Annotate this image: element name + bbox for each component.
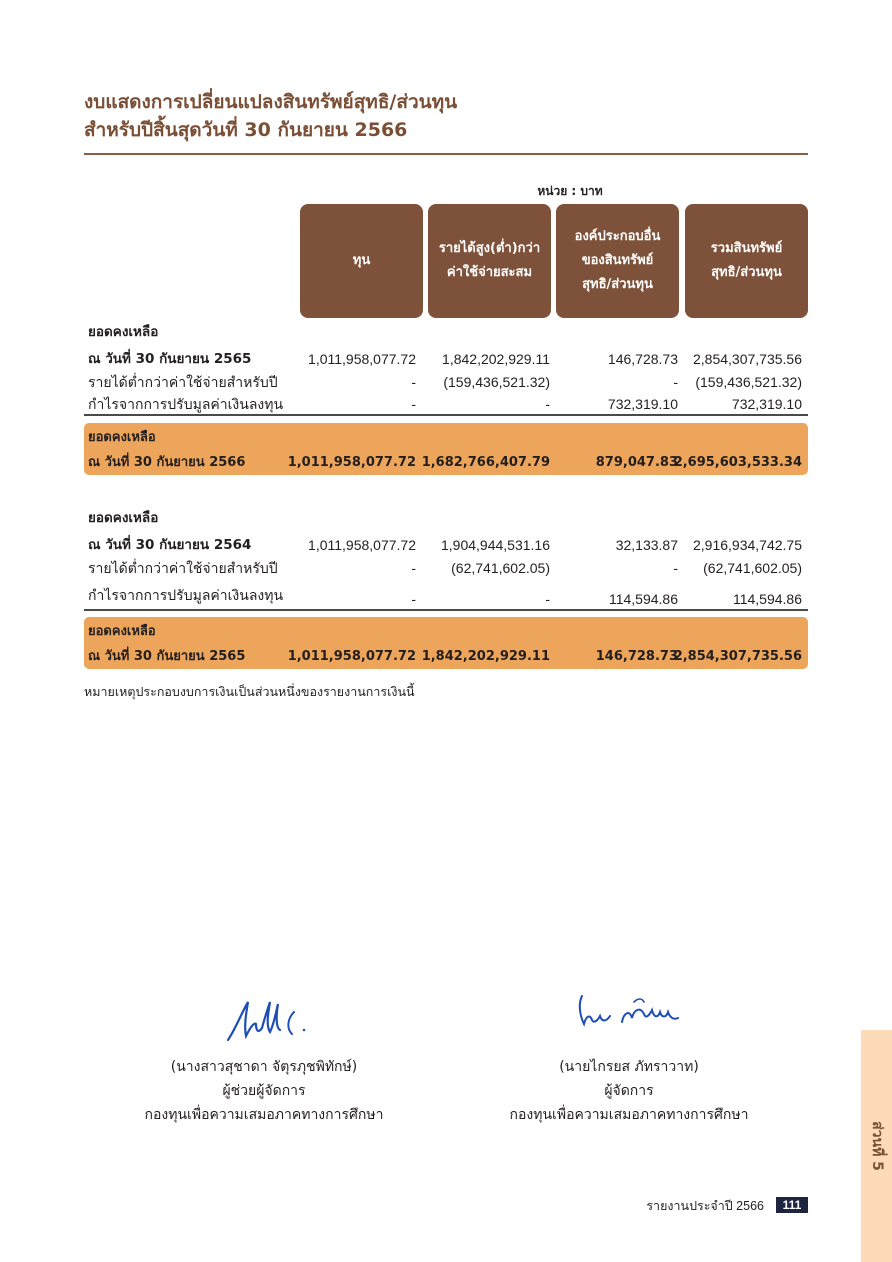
cell-accumulated-surplus: 1,682,766,407.79 [421,455,550,470]
cell-total: 732,319.10 [731,396,802,412]
highlight-heading-row [84,621,808,643]
cell-total: (62,741,602.05) [703,560,802,576]
cell-other-components: 879,047.83 [595,455,678,470]
unit-label: หน่วย : บาท [537,184,603,198]
subtotal-rule [84,414,808,416]
signatory-position: ผู้จัดการ [604,1083,654,1099]
signature-right [574,990,684,1032]
section2-heading: ยอดคงเหลือ [88,510,159,526]
cell-capital: - [411,560,416,576]
balance-highlight-2566 [84,423,808,475]
footnote: หมายเหตุประกอบงบการเงินเป็นส่วนหนึ่งของรายงานการเงินนี้ [84,685,415,699]
signatory-position: ผู้ช่วยผู้จัดการ [222,1083,306,1099]
total-row [84,646,808,668]
subtotal-rule [84,609,808,611]
cell-total: (159,436,521.32) [695,374,802,390]
cell-accumulated-surplus: - [545,591,550,607]
row-label: กำไรจากการปรับมูลค่าเงินลงทุน [88,587,284,603]
report-label: รายงานประจำปี 2566 [646,1199,764,1213]
signatory-right [479,1055,779,1127]
total-row [84,452,808,474]
section2-heading-row [84,507,808,529]
highlight-heading: ยอดคงเหลือ [88,430,156,445]
cell-capital: - [411,591,416,607]
signatory-organization: กองทุนเพื่อความเสมอภาคทางการศึกษา [509,1107,749,1123]
cell-other-components: 732,319.10 [607,396,678,412]
row-label: ณ วันที่ 30 กันยายน 2565 [88,649,246,664]
row-label: ณ วันที่ 30 กันยายน 2564 [88,537,252,553]
cell-accumulated-surplus: (159,436,521.32) [443,374,550,390]
row-label: รายได้ต่ำกว่าค่าใช้จ่ายสำหรับปี [88,560,278,576]
column-header-capital: ทุน [300,204,423,318]
cell-other-components: 146,728.73 [595,649,678,664]
table-row [84,557,808,579]
section-side-tab [861,1030,892,1262]
cell-accumulated-surplus: (62,741,602.05) [451,560,550,576]
cell-total: 2,854,307,735.56 [693,351,802,367]
signatory-organization: กองทุนเพื่อความเสมอภาคทางการศึกษา [144,1107,384,1123]
cell-capital: 1,011,958,077.72 [287,649,416,664]
cell-total: 2,916,934,742.75 [693,537,802,553]
table-row [84,534,808,556]
cell-total: 2,695,603,533.34 [673,455,802,470]
cell-other-components: - [673,374,678,390]
table-row [84,371,808,393]
cell-capital: 1,011,958,077.72 [287,455,416,470]
cell-capital: - [411,374,416,390]
cell-accumulated-surplus: - [545,396,550,412]
highlight-heading-row [84,427,808,449]
row-label: กำไรจากการปรับมูลค่าเงินลงทุน [88,396,284,412]
cell-capital: - [411,396,416,412]
signature-left [222,998,312,1046]
highlight-heading: ยอดคงเหลือ [88,624,156,639]
title-divider [84,153,808,155]
page-number: 111 [776,1197,808,1213]
column-header-accumulated-surplus: รายได้สูง(ต่ำ)กว่า ค่าใช้จ่ายสะสม [428,204,551,318]
cell-capital: 1,011,958,077.72 [308,537,416,553]
row-label: ณ วันที่ 30 กันยายน 2565 [88,351,252,367]
table-row [84,348,808,370]
row-label: ณ วันที่ 30 กันยายน 2566 [88,455,246,470]
cell-other-components: 32,133.87 [615,537,678,553]
column-header-other-components: องค์ประกอบอื่น ของสินทรัพย์ สุทธิ/ส่วนทุน [556,204,679,318]
column-header-total-net-assets: รวมสินทรัพย์ สุทธิ/ส่วนทุน [685,204,808,318]
row-label: รายได้ต่ำกว่าค่าใช้จ่ายสำหรับปี [88,374,278,390]
section1-heading: ยอดคงเหลือ [88,324,159,340]
cell-accumulated-surplus: 1,842,202,929.11 [442,351,550,367]
signatory-left [114,1055,414,1127]
cell-total: 114,594.86 [732,591,802,607]
cell-other-components: - [673,560,678,576]
cell-accumulated-surplus: 1,842,202,929.11 [421,649,550,664]
cell-other-components: 114,594.86 [608,591,678,607]
signatory-name: (นางสาวสุชาดา จัตุรภุชพิทักษ์) [170,1059,358,1075]
cell-accumulated-surplus: 1,904,944,531.16 [441,537,550,553]
table-row [84,393,808,415]
side-tab-label: ส่วนที่ 5 [868,1121,885,1171]
section1-heading-row [84,321,808,343]
cell-other-components: 146,728.73 [607,351,678,367]
balance-highlight-2565 [84,617,808,669]
title-line-2: สำหรับปีสิ้นสุดวันที่ 30 กันยายน 2566 [84,119,408,141]
table-row [84,584,808,606]
cell-capital: 1,011,958,077.72 [308,351,416,367]
title-line-1: งบแสดงการเปลี่ยนแปลงสินทรัพย์สุทธิ/ส่วนทุน [84,91,458,113]
page-title [84,88,808,144]
signatory-name: (นายไกรยส ภัทราวาท) [559,1059,699,1075]
cell-total: 2,854,307,735.56 [673,649,802,664]
